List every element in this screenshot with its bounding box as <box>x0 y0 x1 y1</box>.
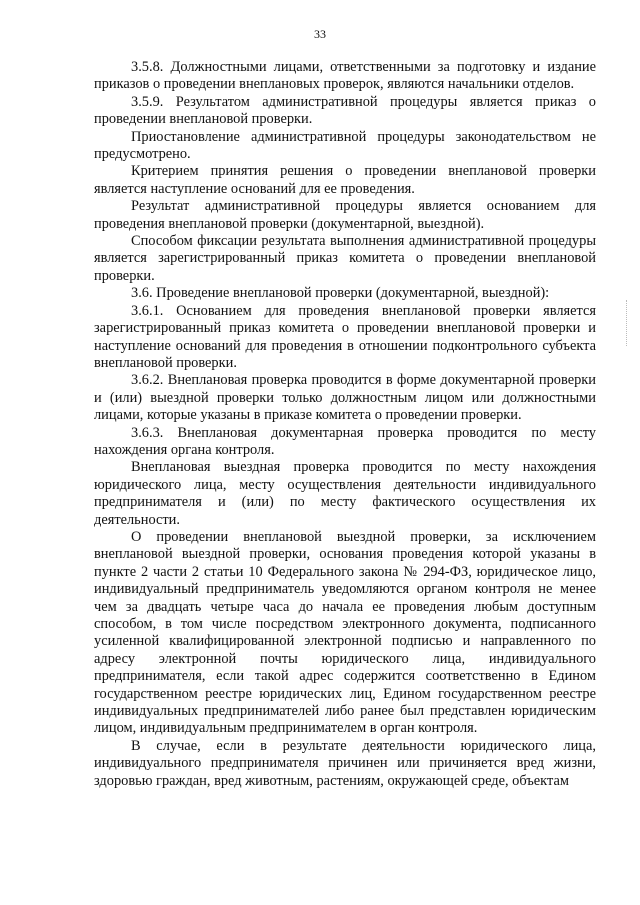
paragraph-3-6-2: 3.6.2. Внеплановая проверка проводится в форме документарной проверки и (или) выездной проверки только должностным лицом или должностными лицами, которые указаны в приказе комитета о проведении проверки. <box>94 372 596 424</box>
document-body <box>94 59 596 790</box>
paragraph-3-5-9: 3.5.9. Результатом административной процедуры является приказ о проведении внеплановой проверки. <box>94 93 596 128</box>
paragraph-3-6-3: 3.6.3. Внеплановая документарная проверка проводится по месту нахождения органа контроля. <box>94 424 596 458</box>
paragraph-3-6-1: 3.6.1. Основанием для проведения внеплановой проверки является зарегистрированный приказ комитета о проведении внеплановой проверки и наступление оснований для проведения в отношении подконтрольного субъекта внеплановой проверки. <box>94 302 596 371</box>
page-number: 33 <box>314 27 326 41</box>
paragraph-onsite-inspection: Внеплановая выездная проверка проводится по месту нахождения юридического лица, месту осуществления деятельности индивидуального предпринимателя и (или) по месту фактического осуществления их деятельности. <box>94 459 596 528</box>
paragraph-result: Результат административной процедуры является основанием для проведения внеплановой проверки (документарной, выездной). <box>94 198 596 232</box>
paragraph-criterion: Критерием принятия решения о проведении внеплановой проверки является наступление оснований для ее проведения. <box>94 163 596 197</box>
paragraph-notification: О проведении внеплановой выездной проверки, за исключением внеплановой выездной проверки, основания проведения которой указаны в пункте 2 части 2 статьи 10 Федерального закона № 294-ФЗ, юридическое лицо, индивидуальный предприниматель уведомляются органом контроля не менее чем за двадцать четыре часа до начала ее проведения любым доступным способом, в том числе посредством электронного документа, подписанного усиленной квалифицированной электронной подписью и направленного по адресу электронной почты юридического лица, индивидуального предпринимателя, если такой адрес содержится соответственно в Едином государственном реестре юридических лиц, Едином государственном реестре индивидуальных предпринимателей либо ранее был представлен юридическим лицом, индивидуальным предпринимателем в орган контроля. <box>94 528 596 737</box>
paragraph-fixation: Способом фиксации результата выполнения административной процедуры является зарегистрированный приказ комитета о проведении внеплановой проверки. <box>94 233 596 284</box>
margin-mark <box>626 300 630 346</box>
paragraph-3-5-8: 3.5.8. Должностными лицами, ответственными за подготовку и издание приказов о проведении внеплановых проверок, являются начальники отделов. <box>94 59 596 93</box>
paragraph-3-6: 3.6. Проведение внеплановой проверки (документарной, выездной): <box>131 285 550 302</box>
paragraph-suspension: Приостановление административной процедуры законодательством не предусмотрено. <box>94 128 596 163</box>
paragraph-harm-case: В случае, если в результате деятельности юридического лица, индивидуального предпринимателя причинен или причиняется вред жизни, здоровью граждан, вред животным, растениям, окружающей среде, объектам <box>94 737 596 789</box>
